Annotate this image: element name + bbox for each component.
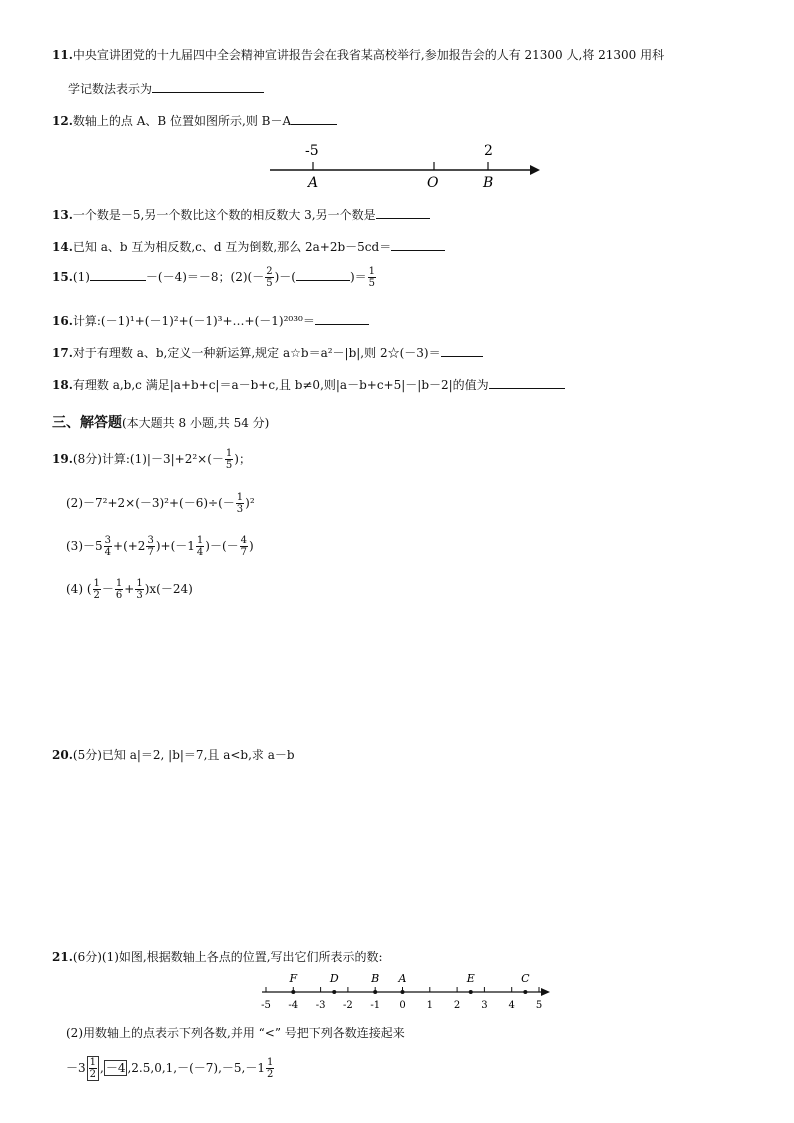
q19-p3-f3-den: 4 xyxy=(196,547,204,558)
q18-line xyxy=(52,376,565,393)
q15-text-2: －(－4)＝－8；(2)(－ xyxy=(145,270,265,284)
q21-tick-label: 0 xyxy=(399,1000,406,1011)
q21-point-label-f: F xyxy=(289,972,298,985)
q21-tick-label: -4 xyxy=(288,1000,299,1011)
q21-tick-label: 1 xyxy=(426,1000,433,1011)
q21-point-label-b: B xyxy=(371,972,380,985)
q21-point-label-e: E xyxy=(466,972,475,985)
q19-p3-f2-den: 7 xyxy=(147,547,154,558)
q15-line xyxy=(52,266,377,289)
q19-p3-f4-den: 7 xyxy=(240,547,248,558)
q21-text-2: (2)用数轴上的点表示下列各数,并用 “<” 号把下列各数连接起来 xyxy=(66,1026,405,1040)
q13-number: 13. xyxy=(52,208,73,222)
q21-list-f2-den: 2 xyxy=(267,1069,274,1080)
q17-text: 对于有理数 a、b,定义一种新运算,规定 a☆b＝a²－|b|,则 2☆(－3)＝ xyxy=(72,346,441,360)
q21-list-b: , xyxy=(100,1061,104,1075)
q19-part3 xyxy=(66,535,254,558)
section3-header xyxy=(52,412,269,432)
q19-p4-frac1 xyxy=(93,578,101,601)
q19-head-line xyxy=(52,448,251,471)
q19-p4-f2-den: 6 xyxy=(115,590,123,601)
q19-p3-text-c: )+(－1 xyxy=(155,539,195,553)
q15-number: 15. xyxy=(52,270,73,284)
q12-text: 数轴上的点 A、B 位置如图所示,则 B－A xyxy=(72,114,292,128)
q19-p3-frac1 xyxy=(104,535,112,558)
q12-point-label-o: O xyxy=(427,175,439,191)
q19-p3-frac2 xyxy=(146,535,154,558)
q19-p3-text-a: (3)－5 xyxy=(66,539,103,553)
q21-list-frac1 xyxy=(87,1056,99,1081)
q19-p3-f4-num: 4 xyxy=(240,535,248,546)
q15-blank-1[interactable] xyxy=(90,280,146,281)
q21-point-f xyxy=(291,990,295,994)
q19-p3-text-d: )－(－ xyxy=(205,539,239,553)
q19-p2-text: (2)－7²+2×(－3)²+(－6)÷(－ xyxy=(66,496,235,510)
q21-point-c xyxy=(523,990,527,994)
q15-text-4: )＝ xyxy=(349,270,367,284)
q19-p4-f2-num: 1 xyxy=(115,578,123,589)
q21-tick-label: -5 xyxy=(261,1000,271,1011)
q21-number: 21. xyxy=(52,950,73,964)
q19-p2-frac-den: 3 xyxy=(236,504,244,515)
q19-p4-text-b: － xyxy=(101,582,114,596)
q21-tick-label: 2 xyxy=(453,1000,461,1011)
q21-point-label-a: A xyxy=(398,972,407,985)
q21-tick-label: -3 xyxy=(315,1000,326,1011)
q19-p4-f3-den: 3 xyxy=(136,590,143,601)
q19-p4-text-a: (4) ( xyxy=(66,582,92,596)
q15-part1-label: (1) xyxy=(72,270,90,284)
q16-text: 计算:(－1)¹+(－1)²+(－1)³+…+(－1)²⁰³⁰＝ xyxy=(72,314,315,328)
q19-p4-f3-num: 1 xyxy=(136,578,143,589)
q21-text-1: (6分)(1)如图,根据数轴上各点的位置,写出它们所表示的数: xyxy=(72,950,383,964)
q21-tick-label: 3 xyxy=(481,1000,488,1011)
q16-number: 16. xyxy=(52,314,73,328)
q19-p4-f1-num: 1 xyxy=(93,578,100,589)
q13-text: 一个数是－5,另一个数比这个数的相反数大 3,另一个数是 xyxy=(72,208,376,222)
q19-p3-frac4 xyxy=(240,535,248,558)
q21-tick-label: -2 xyxy=(343,1000,353,1011)
q21-line1 xyxy=(52,948,383,965)
q16-answer-blank[interactable] xyxy=(315,324,369,325)
q21-number-list xyxy=(66,1056,275,1081)
q12-point-label-a: A xyxy=(308,175,319,191)
q12-point-label-b: B xyxy=(483,175,494,191)
q17-answer-blank[interactable] xyxy=(441,356,483,357)
q19-p3-text-b: +(+2 xyxy=(113,539,146,553)
q19-part4 xyxy=(66,578,193,601)
q19-p3-text-e: ) xyxy=(249,539,254,553)
q12-tick-label-2: 2 xyxy=(484,143,493,159)
q12-number-line xyxy=(268,138,543,192)
q19-number: 19. xyxy=(52,452,73,466)
q21-tick-label: -1 xyxy=(370,1000,381,1011)
q12-answer-blank[interactable] xyxy=(291,124,337,125)
q15-frac2-num: 1 xyxy=(368,266,376,277)
q12-axis-arrow xyxy=(530,165,540,175)
q21-list-frac2 xyxy=(266,1057,274,1080)
q19-p3-f2-num: 3 xyxy=(147,535,154,546)
section3-note: (本大题共 8 小题,共 54 分) xyxy=(122,416,270,430)
q11-number: 11. xyxy=(52,48,73,62)
q12-tick-label-neg5: -5 xyxy=(305,143,319,159)
q19-p2-frac-num: 1 xyxy=(236,492,244,503)
q19-head-fraction xyxy=(225,448,233,471)
q19-head-frac-num: 1 xyxy=(225,448,233,459)
q11-answer-blank[interactable] xyxy=(152,92,264,93)
q21-tick-label: 4 xyxy=(508,1000,515,1011)
q21-number-line xyxy=(254,968,554,1012)
q19-head-text: (8分)计算:(1)|－3|+2²×(－ xyxy=(72,452,224,466)
q19-p4-text-c: + xyxy=(124,582,135,596)
q17-line xyxy=(52,344,483,361)
q21-list-f1-den: 2 xyxy=(89,1069,97,1080)
q15-frac1-den: 5 xyxy=(266,278,273,289)
q20-line xyxy=(52,746,295,763)
q15-text-3: )－( xyxy=(274,270,296,284)
q19-p4-text-d: )x(－24) xyxy=(144,582,193,596)
q21-point-a xyxy=(401,990,405,994)
q19-p3-f1-num: 3 xyxy=(104,535,112,546)
q15-fraction-1 xyxy=(265,266,273,289)
q14-answer-blank[interactable] xyxy=(391,250,445,251)
q19-head-frac-den: 5 xyxy=(225,460,233,471)
q21-point-label-d: D xyxy=(329,972,339,985)
q20-number: 20. xyxy=(52,748,73,762)
q15-blank-2[interactable] xyxy=(296,280,350,281)
q18-number: 18. xyxy=(52,378,73,392)
q11-line2 xyxy=(68,80,264,97)
section3-title: 三、解答题 xyxy=(52,415,122,431)
q21-list-a: －3 xyxy=(66,1061,86,1075)
q19-p3-f1-den: 4 xyxy=(104,547,112,558)
q21-point-e xyxy=(469,990,473,994)
q13-line xyxy=(52,206,430,223)
q17-number: 17. xyxy=(52,346,73,360)
q19-p4-frac3 xyxy=(135,578,143,601)
q21-point-d xyxy=(332,990,336,994)
q18-answer-blank[interactable] xyxy=(489,388,565,389)
q19-p4-frac2 xyxy=(115,578,123,601)
q15-frac1-num: 2 xyxy=(266,266,273,277)
q19-p2-fraction xyxy=(236,492,244,515)
q21-axis-arrow xyxy=(541,988,550,996)
q21-list-f2-num: 1 xyxy=(267,1057,274,1068)
q21-list-f1-num: 1 xyxy=(89,1057,97,1068)
q21-list-c: ,2.5,0,1,－(－7),－5,－1 xyxy=(127,1061,265,1075)
q19-p3-frac3 xyxy=(196,535,204,558)
q21-point-b xyxy=(373,990,377,994)
q12-line xyxy=(52,112,337,129)
q14-text: 已知 a、b 互为相反数,c、d 互为倒数,那么 2a+2b－5cd＝ xyxy=(72,240,392,254)
q14-line xyxy=(52,238,445,255)
q19-part2 xyxy=(66,492,255,515)
q11-line1 xyxy=(52,46,664,63)
q21-list-boxed: －4 xyxy=(105,1061,126,1075)
q18-text: 有理数 a,b,c 满足|a+b+c|＝a－b+c,且 b≠0,则|a－b+c+5|－|b－2|的值为 xyxy=(72,378,489,392)
q11-text-1: 中央宣讲团党的十九届四中全会精神宣讲报告会在我省某高校举行,参加报告会的人有 21300 人,将 21300 用科 xyxy=(72,48,665,62)
q15-fraction-2 xyxy=(368,266,376,289)
q16-line xyxy=(52,312,369,329)
q19-p4-f1-den: 2 xyxy=(93,590,100,601)
q13-answer-blank[interactable] xyxy=(376,218,430,219)
q20-text: (5分)已知 a|＝2, |b|＝7,且 a<b,求 a－b xyxy=(72,748,295,762)
q19-p2-tail: )² xyxy=(245,496,255,510)
q11-text-2: 学记数法表示为 xyxy=(68,82,153,96)
q19-head-tail: )； xyxy=(234,452,251,466)
q14-number: 14. xyxy=(52,240,73,254)
q21-tick-label: 5 xyxy=(535,1000,543,1011)
q21-point-label-c: C xyxy=(521,972,530,985)
q12-number: 12. xyxy=(52,114,73,128)
q19-p3-f3-num: 1 xyxy=(196,535,204,546)
q21-line2 xyxy=(66,1024,405,1041)
q15-frac2-den: 5 xyxy=(368,278,376,289)
